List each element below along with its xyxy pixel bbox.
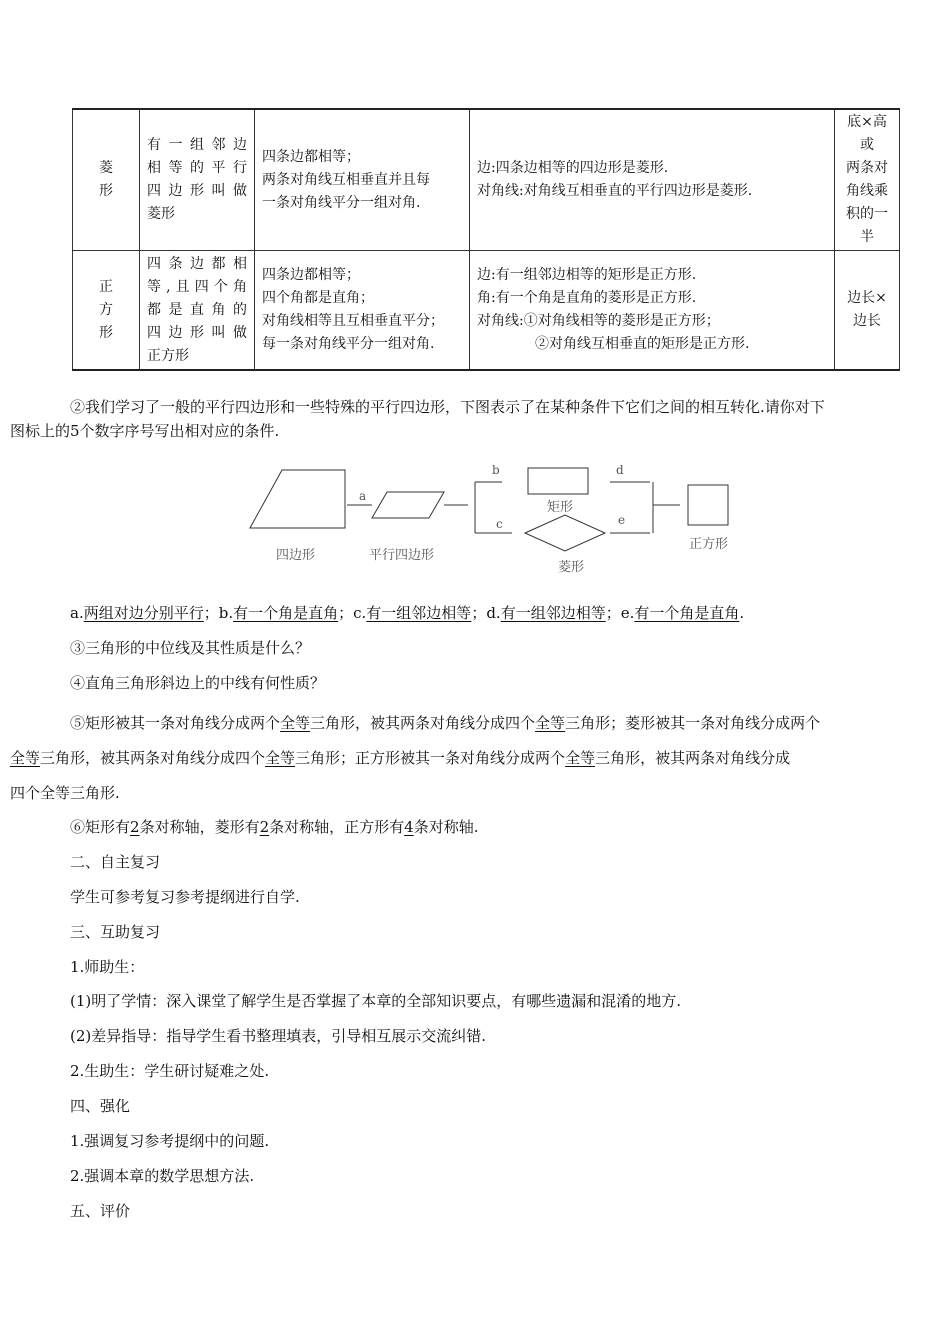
question-3: ③三角形的中位线及其性质是什么？ (70, 639, 311, 657)
transformation-diagram (240, 460, 760, 585)
judgement-cell: 边:四条边相等的四边形是菱形. 对角线:对角线互相垂直的平行四边形是菱形. (470, 109, 835, 251)
rectangle-shape (528, 468, 588, 494)
arrow-label-b: b (492, 463, 500, 477)
section-3-item-2: 2.生助生：学生研讨疑难之处. (70, 1062, 270, 1080)
area-cell: 边长× 边长 (835, 251, 900, 371)
square-shape (688, 485, 728, 525)
section-4-title: 四、强化 (70, 1097, 131, 1115)
section-3-item-1b: (2)差异指导：指导学生看书整理填表，引导相互展示交流纠错. (70, 1027, 487, 1045)
section-2-title: 二、自主复习 (70, 853, 161, 871)
rhombus-label: 菱形 (558, 560, 585, 575)
arrow-label-d: d (616, 463, 624, 477)
rhombus-shape (525, 515, 605, 551)
area-cell: 底×高 或 两条对 角线乘 积的一 半 (835, 109, 900, 251)
question-4: ④直角三角形斜边上的中线有何性质？ (70, 674, 326, 692)
judgement-cell: 边:有一组邻边相等的矩形是正方形. 角:有一个角是直角的菱形是正方形. 对角线:①对角线相等的菱形是正方形； ②对角线互相垂直的矩形是正方形. (470, 251, 835, 371)
property-cell: 四条边都相等； 两条对角线互相垂直并且每 一条对角线平分一组对角. (255, 109, 470, 251)
section-3-item-1a: (1)明了学情：深入课堂了解学生是否掌握了本章的全部知识要点，有哪些遗漏和混淆的地方. (70, 992, 682, 1010)
definition-cell: 四条边都相 等,且四个角 都是直角的 四边形叫做 正方形 (140, 251, 255, 371)
answers-line: a.两组对边分别平行；b.有一个角是直角；c.有一组邻边相等；d.有一组邻边相等；e.有一个角是直角. (70, 604, 745, 622)
section-4-item-1: 1.强调复习参考提纲中的问题. (70, 1132, 270, 1150)
row-name-cell: 菱 形 (73, 109, 140, 251)
table-row-square (73, 251, 900, 371)
row-name-cell: 正 方 形 (73, 251, 140, 371)
question-6: ⑥矩形有2条对称轴，菱形有2条对称轴，正方形有4条对称轴. (70, 818, 479, 836)
definition-cell: 有一组邻边 相等的平行 四边形叫做 菱形 (140, 109, 255, 251)
square-label: 正方形 (689, 537, 729, 552)
quadrilateral-shape (250, 470, 345, 528)
parallelogram-shape (372, 492, 444, 518)
question-5: ⑤矩形被其一条对角线分成两个全等三角形，被其两条对角线分成四个全等三角形；菱形被其一条对角线分成两个 全等三角形，被其两条对角线分成四个全等三角形；正方形被其一条对角线分成两个全等三角形，被其两条对角线分成 四个全等三角形. (10, 714, 821, 802)
arrow-label-e: e (618, 513, 626, 527)
section-3-item-1: 1.师助生： (70, 958, 145, 976)
section-4-item-2: 2.强调本章的数学思想方法. (70, 1167, 255, 1185)
section-2-body: 学生可参考复习参考提纲进行自学. (70, 888, 300, 906)
question-2: ②我们学习了一般的平行四边形和一些特殊的平行四边形，下图表示了在某种条件下它们之间的相互转化.请你对下 图标上的5个数字序号写出相对应的条件. (10, 398, 825, 440)
rectangle-label: 矩形 (547, 500, 574, 515)
section-3-title: 三、互助复习 (70, 923, 161, 941)
property-cell: 四条边都相等； 四个角都是直角； 对角线相等且互相垂直平分； 每一条对角线平分一组对角. (255, 251, 470, 371)
parallelogram-label: 平行四边形 (369, 548, 435, 563)
arrow-label-a: a (359, 489, 367, 503)
arrow-label-c: c (496, 517, 503, 531)
shape-properties-table (72, 108, 900, 371)
quadrilateral-label: 四边形 (276, 548, 316, 563)
section-5-title: 五、评价 (70, 1202, 131, 1220)
table-row-rhombus (73, 109, 900, 251)
